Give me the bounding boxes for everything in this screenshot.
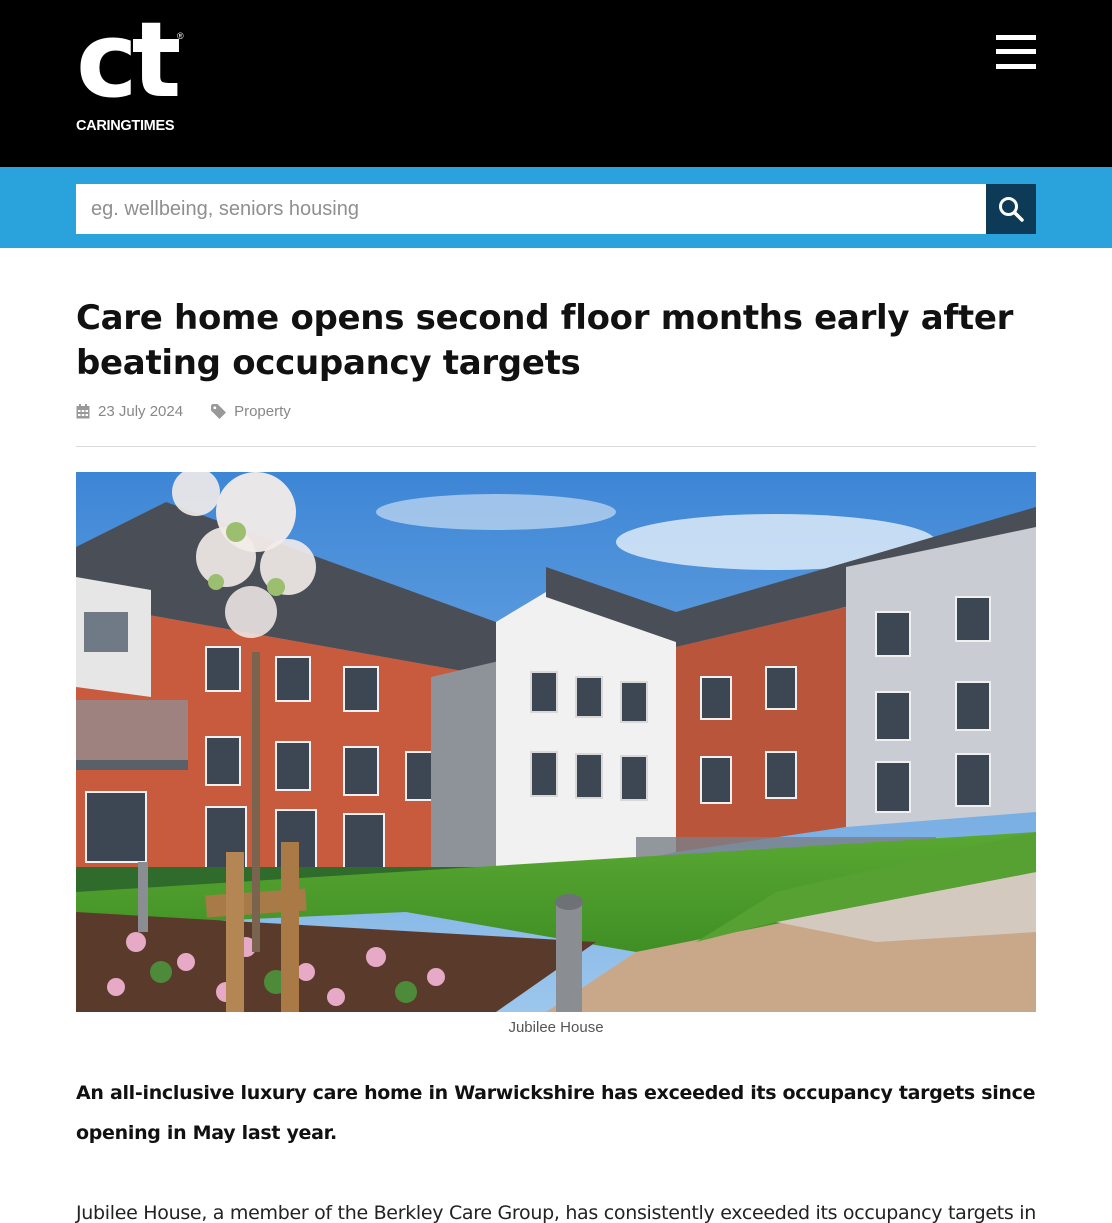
article-standfirst: An all-inclusive luxury care home in Warwickshire has exceeded its occupancy targets since opening in May last year. xyxy=(76,1082,1036,1144)
calendar-icon xyxy=(76,404,90,419)
article-meta xyxy=(76,400,319,422)
article-hero-image xyxy=(76,472,1036,1012)
menu-bar xyxy=(996,49,1036,54)
tag-icon xyxy=(211,404,226,419)
logo-letters: ct xyxy=(76,0,176,121)
logo-wordmark: CARINGTIMES xyxy=(76,118,175,134)
category-link[interactable]: Property xyxy=(234,402,291,420)
care-home-photo xyxy=(76,472,1036,1012)
search-input[interactable] xyxy=(76,184,986,234)
search-button[interactable] xyxy=(986,184,1036,234)
article-category xyxy=(211,403,291,420)
menu-bar xyxy=(996,35,1036,40)
menu-bar xyxy=(996,64,1036,69)
article-date-text: 23 July 2024 xyxy=(98,402,184,420)
meta-divider xyxy=(76,446,1036,447)
caring-times-logo[interactable] xyxy=(76,0,188,138)
logo-registered-mark: ® xyxy=(177,31,184,41)
hamburger-menu-icon[interactable] xyxy=(996,35,1036,69)
article-title: Care home opens second floor months early after beating occupancy targets xyxy=(76,298,1014,383)
article-date xyxy=(76,403,183,420)
article-body-paragraph: Jubilee House, a member of the Berkley Care Group, has consistently exceeded its occupancy targets in xyxy=(76,1202,1036,1223)
search-icon xyxy=(998,196,1024,222)
search-bar xyxy=(0,167,1112,248)
image-caption: Jubilee House xyxy=(508,1019,604,1036)
site-header xyxy=(0,0,1112,167)
